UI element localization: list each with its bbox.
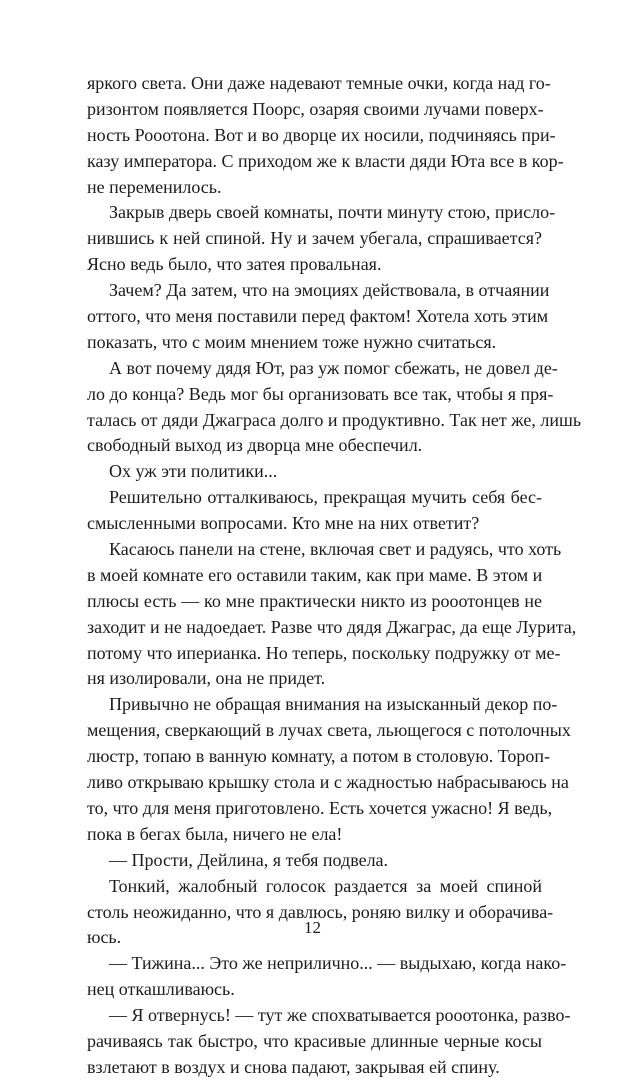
- text-line: Закрыв дверь своей комнаты, почти минуту стою, присло-: [109, 202, 556, 223]
- text-line: ризонтом появляется Поорс, озаряя своими лучами поверх-: [87, 98, 544, 119]
- text-line: Зачем? Да затем, что на эмоциях действовала, в отчаянии: [109, 280, 550, 301]
- text-line: Ох уж эти политики...: [109, 461, 278, 482]
- text-line: Привычно не обращая внимания на изысканный декор по-: [109, 694, 558, 715]
- text-line: нившись к ней спиной. Ну и зачем убегала, спрашивается?: [87, 228, 542, 249]
- text-line: нец откашливаюсь.: [87, 979, 235, 1000]
- text-line: казу императора. С приходом же к власти дяди Юта все в кор-: [87, 150, 564, 171]
- text-line: Касаюсь панели на стене, включая свет и радуясь, что хоть: [109, 539, 562, 560]
- text-line: оттого, что меня поставили перед фактом! Хотела хоть этим: [87, 306, 549, 327]
- page-number: 12: [304, 918, 321, 937]
- text-line: рачиваясь так быстро, что красивые длинные черные косы: [87, 1030, 542, 1051]
- text-line: заходит и не надоедает. Разве что дядя Джаграс, да еще Лурита,: [87, 616, 577, 637]
- text-line: плюсы есть — ко мне практически никто из рооотонцев не: [87, 590, 542, 611]
- text-line: столь неожиданно, что я давлюсь, роняю вилку и оборачива-: [87, 901, 554, 922]
- text-line: яркого света. Они даже надевают темные очки, когда над го-: [87, 73, 551, 93]
- text-line: ность Рооотона. Вот и во дворце их носили, подчиняясь при-: [87, 124, 556, 145]
- text-line: — Я отвернусь! — тут же спохватывается рооотонка, разво-: [109, 1005, 571, 1026]
- text-line: то, что для меня приготовлено. Есть хочется ужасно! Я ведь,: [87, 797, 553, 818]
- text-line: юсь.: [87, 927, 122, 948]
- text-line: А вот почему дядя Ют, раз уж помог сбежать, не довел де-: [109, 357, 558, 378]
- text-line: взлетают в воздух и снова падают, закрывая ей спину.: [87, 1056, 500, 1077]
- text-line: потому что иперианка. Но теперь, поскольку подружку от ме-: [87, 642, 561, 663]
- text-line: ло до конца? Ведь мог бы организовать все так, чтобы я пря-: [87, 383, 554, 404]
- text-line: — Тижина... Это же неприлично... — выдыхаю, когда нако-: [109, 953, 567, 974]
- text-line: смысленными вопросами. Кто мне на них ответит?: [87, 513, 480, 534]
- text-line: Тонкий, жалобный голосок раздается за моей спиной: [109, 875, 542, 896]
- text-line: Решительно отталкиваюсь, прекращая мучить себя бес-: [109, 487, 542, 508]
- text-line: люстр, топаю в ванную комнату, а потом в столовую. Тороп-: [87, 746, 551, 767]
- text-line: талась от дяди Джаграса долго и продуктивно. Так нет же, лишь: [87, 409, 582, 430]
- text-line: ня изолировали, она не придет.: [87, 668, 326, 689]
- text-line: ливо открываю крышку стола и с жадностью набрасываюсь на: [87, 772, 569, 793]
- text-line: пока в бегах была, ничего не ела!: [87, 823, 343, 844]
- text-line: — Прости, Дейлина, я тебя подвела.: [109, 849, 389, 870]
- text-line: в моей комнате его оставили таким, как при маме. В этом и: [87, 564, 543, 585]
- text-line: свободный выход из дворца мне обеспечил.: [87, 435, 423, 456]
- text-line: показать, что с моим мнением тоже нужно считаться.: [87, 331, 497, 352]
- text-line: не переменилось.: [87, 176, 222, 197]
- text-line: Ясно ведь было, что затея провальная.: [87, 254, 382, 275]
- text-line: мещения, сверкающий в лучах света, льющегося с потолочных: [87, 720, 571, 741]
